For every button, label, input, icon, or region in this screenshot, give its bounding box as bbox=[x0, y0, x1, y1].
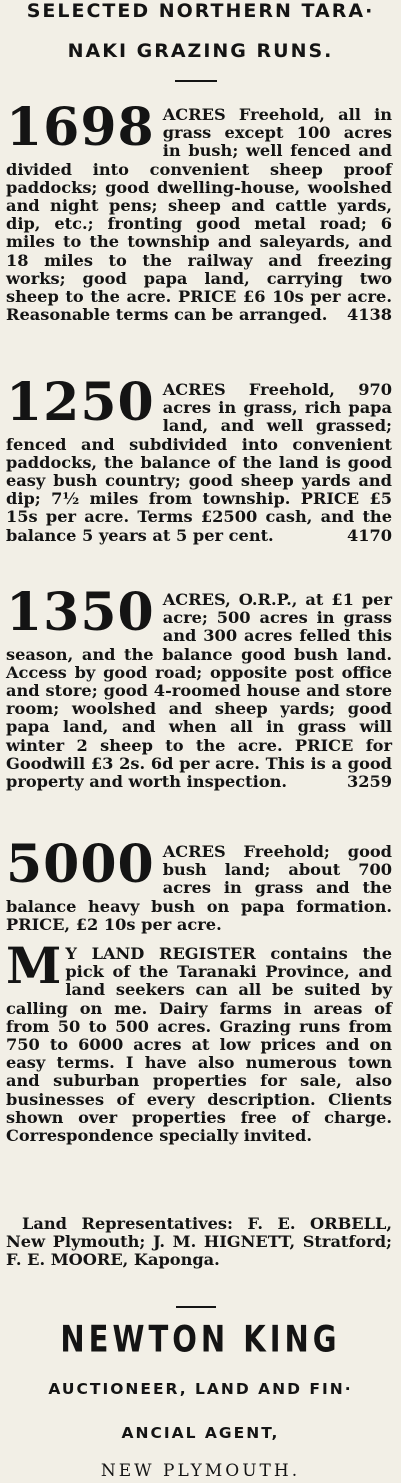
listing-description: ACRES Freehold; good bush land; about 700 acres in grass and the balance heavy bush on papa formation. PRICE, £2 10s per acre. bbox=[6, 842, 392, 934]
listing-description: ACRES Freehold, all in grass except 100 acres in bush; well fenced and divided into convenient sheep proof paddocks; good dwelling-house, woolshed and night pens; sheep and cattle yards, dip, etc.; fronting good metal road; 6 miles to the township and saleyards, and 18 miles to the railway and freezing works; good papa land, carrying two sheep to the acre. PRICE £6 10s per acre. Reasonable terms can be arranged. bbox=[6, 105, 392, 325]
firm-title-line-1: AUCTIONEER, LAND AND FIN· bbox=[48, 1380, 353, 1398]
land-representatives bbox=[6, 1215, 392, 1270]
listing-description: ACRES Freehold, 970 acres in grass, rich papa land, and well grassed; fenced and subdivided into convenient paddocks, the balance of the land is good easy bush country; good sheep yards and dip; 7½ miles from township. PRICE £5 15s per acre. Terms £2500 cash, and the balance 5 years at 5 per cent. bbox=[6, 380, 392, 545]
listing-acreage: 1250 bbox=[6, 372, 155, 433]
listing-1698 bbox=[6, 97, 392, 325]
listing-1350 bbox=[6, 582, 392, 792]
firm-title-line-2: ANCIAL AGENT, bbox=[121, 1424, 280, 1442]
listing-5000 bbox=[6, 834, 392, 934]
listing-1250 bbox=[6, 372, 392, 545]
listing-reference-number: 4170 bbox=[346, 525, 392, 545]
listing-acreage: 5000 bbox=[6, 834, 155, 895]
listing-reference-number: 4138 bbox=[346, 305, 392, 325]
listing-description: ACRES, O.R.P., at £1 per acre; 500 acres in grass and 300 acres felled this season, and the balance good bush land. Access by good road; opposite post office and store; good 4-roomed house and store room; woolshed and sheep yards; good papa land, and when all in grass will winter 2 sheep to the acre. PRICE for Goodwill £3 2s. 6d per acre. This is a good property and worth inspection. bbox=[6, 590, 392, 792]
footer-divider bbox=[176, 1306, 216, 1308]
firm-name: NEWTON KING bbox=[60, 1317, 341, 1361]
listing-reference-number: 3259 bbox=[346, 772, 392, 792]
drop-cap: M bbox=[6, 936, 62, 995]
listing-acreage: 1350 bbox=[6, 582, 155, 643]
firm-town: NEW PLYMOUTH. bbox=[100, 1461, 301, 1481]
headline-line-1: SELECTED NORTHERN TARA· bbox=[26, 0, 375, 22]
listing-acreage: 1698 bbox=[6, 97, 155, 158]
header-divider bbox=[175, 80, 217, 82]
register-text: Y LAND REGISTER contains the pick of the Taranaki Province, and land seekers can all be suited by calling on me. Dairy farms in areas of from 50 to 500 acres. Grazing runs from 750 to 6000 acres at low prices and on easy terms. I have also numerous town and suburban properties for sale, also businesses of every description. Clients shown over properties free of charge. Correspondence specially invited. bbox=[6, 944, 392, 1146]
land-register-notice bbox=[6, 936, 392, 1146]
representatives-text: Land Representatives: F. E. ORBELL, New Plymouth; J. M. HIGNETT, Stratford; F. E. MOORE, Kaponga. bbox=[6, 1214, 392, 1270]
headline-line-2: NAKI GRAZING RUNS. bbox=[67, 40, 334, 62]
